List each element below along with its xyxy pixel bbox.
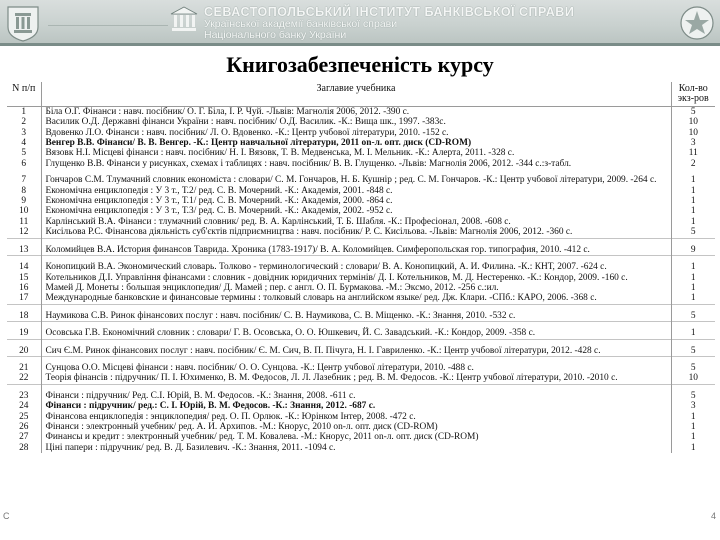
table-row [7,322,715,339]
row-number: 13 [7,238,41,255]
book-reference: Осовська Г.В. Економічний словник : словари/ Г. В. Осовська, О. О. Юшкевич, Й. С. Завадський. -К.: Кондор, 2009. -358 с. [41,322,671,339]
copies-count: 3 [690,138,696,149]
copies-count: 1 [690,185,696,196]
book-reference: Финансы и кредит : электронный учебник/ ред. Т. М. Ковалева. -М.: Кнорус, 2011 on-л. опт. диск (CD-ROM) [41,432,671,442]
table-row [7,432,715,442]
institute-subtitle-2: Національного банку України [204,29,347,41]
row-number: 2 [7,117,41,127]
table-row [7,443,715,453]
table-row [7,422,715,432]
row-number: 7 [7,169,41,185]
book-reference: Економічна енциклопедія : У 3 т., Т.1/ ред. С. В. Мочерний. -К.: Академія, 2000. -864 с. [41,196,671,206]
table-row [7,293,715,304]
copies-count: 1 [690,216,696,227]
book-reference: Сич Є.М. Ринок фінансових послуг : навч. посібник/ Є. М. Сич, В. П. Пічуга, Н. І. Гавриленко. -К.: Центр учбової літератури, 2012. -428 с. [41,339,671,356]
row-number: 27 [7,432,41,442]
table-row [7,186,715,196]
book-reference: Теорія фінансів : підручник/ П. І. Юхименко, В. М. Федосов, Л. Л. Лазебник ; ред. В. М. Федосов. -К.: Центр учбової літератури, 2010. -2010 с. [41,373,671,384]
book-reference: Наумикова С.В. Ринок фінансових послуг : навч. посібник/ С. В. Наумикова, С. В. Міщенко. -К.: Знання, 2010. -532 с. [41,304,671,321]
row-number: 6 [7,159,41,169]
col-header-count: Кол-во экз-ров [671,82,715,106]
row-number: 15 [7,273,41,283]
copies-count: 5 [671,339,715,356]
row-number: 28 [7,443,41,453]
row-number: 24 [7,401,41,411]
book-reference: Гончаров С.М. Тлумачний словник економіста : словари/ С. М. Гончаров, Н. Б. Кушнір ; ред. С. М. Гончаров. -К.: Центр учбової літератури, 2009. -264 с. [41,169,671,185]
book-reference: Фінансова енциклопедія : энциклопедия/ ред. О. П. Орлюк. -К.: Юрінком Інтер, 2008. -472 с. [41,412,671,422]
table-row [7,304,715,321]
institute-building-icon [170,6,198,32]
book-reference: Коломийцев В.А. История финансов Таврида. Хроника (1783-1917)/ В. А. Коломийцев. Симферопольская гор. типография, 2010. -412 с. [41,238,671,255]
copies-count: 2 [690,158,696,169]
book-reference: Карлінський В.А. Фінанси : тлумачний словник/ ред. В. А. Карлінський, Т. Б. Шабля. -К.: Професіонал, 2008. -608 с. [41,217,671,227]
table-row [7,169,715,185]
row-number: 18 [7,304,41,321]
table-row [7,227,715,238]
book-reference: Котельников Д.І. Управління фінансами : словник - довідник юридичних термінів/ Д. І. Котельников, М. Д. Нестеренко. -К.: Кондор, 2009. -160 с. [41,273,671,283]
table-row [7,412,715,422]
table-header-row [7,82,715,106]
copies-count: 1 [690,411,696,422]
row-number: 1 [7,106,41,117]
book-reference: Фінанси : підручник/ ред.: С. І. Юрій, В. М. Федосов. -К.: Знання, 2012. -687 с. [41,401,671,411]
book-reference: Венгер В.В. Фінанси/ В. В. Венгер. -К.: Центр навчальної літератури, 2011 on-л. опт. диск (CD-ROM) [41,138,671,148]
row-number: 4 [7,138,41,148]
footer-left-mark: С [3,511,10,521]
copies-count: 9 [671,238,715,255]
copies-count: 1 [671,256,715,273]
row-number: 22 [7,373,41,384]
row-number: 26 [7,422,41,432]
table-row [7,138,715,148]
book-reference: Економічна енциклопедія : У 3 т., Т.2/ ред. С. В. Мочерний. -К.: Академія, 2001. -848 с. [41,186,671,196]
table-row [7,106,715,117]
copies-count: 1 [690,175,696,186]
book-reference: Вдовенко Л.О. Фінанси : навч. посібник/ Л. О. Вдовенко. -К.: Центр учбової літератури, 2010. -152 с. [41,128,671,138]
table-row [7,128,715,138]
table-row [7,283,715,293]
book-reference: Ціні папери : підручник/ ред. В. Д. Базилевич. -К.: Знання, 2011. -1094 с. [41,443,671,453]
copies-count: 5 [671,384,715,401]
institute-emblem-left-icon [4,3,42,43]
col-header-number: N п/п [7,82,41,106]
row-number: 5 [7,148,41,158]
table-body [7,106,715,453]
book-reference: Біла О.Г. Фінанси : навч. посібник/ О. Г. Біла, І. Р. Чуй. -Львів: Магнолія 2006, 2012. -390 с. [41,106,671,117]
row-number: 19 [7,322,41,339]
institute-header [0,0,720,46]
copies-count: 5 [671,304,715,321]
row-number: 14 [7,256,41,273]
table-row [7,159,715,169]
copies-count: 5 [690,227,696,238]
copies-count: 10 [688,117,698,128]
copies-count: 1 [690,432,696,443]
book-reference: Конопицкий В.А. Экономический словарь. Толково - терминологический : словари/ В. А. Конопицкий, А. И. Филина. -К.: КНТ, 2007. -624 с. [41,256,671,273]
table-row [7,256,715,273]
table-row [7,356,715,373]
header-divider [48,25,168,26]
row-number: 11 [7,217,41,227]
table-row [7,401,715,411]
book-reference: Международные банковские и финансовые термины : толковый словарь на английском языке/ ред. Дж. Клари. -СПб.: КАРО, 2006. -368 с. [41,293,671,304]
book-reference: Економічна енциклопедія : У 3 т., Т.3/ ред. С. В. Мочерний. -К.: Академія, 2002. -952 с. [41,206,671,216]
books-table [7,82,715,453]
table-row [7,196,715,206]
book-reference: Мамей Д. Монеты : большая энциклопедия/ Д. Мамей ; пер. с англ. О. П. Бурмакова. -М.: Эксмо, 2012. -256 с.:ил. [41,283,671,293]
book-reference: Фінанси : электронный учебник/ ред. А. И. Архипов. -М.: Кнорус, 2010 on-л. опт. диск (CD-ROM) [41,422,671,432]
table-row [7,238,715,255]
institute-subtitle-1: Української академії банківської справи [204,18,398,30]
copies-count: 5 [671,356,715,373]
table-row [7,384,715,401]
book-reference: Сунцова О.О. Місцеві фінанси : навч. посібник/ О. О. Сунцова. -К.: Центр учбової літератури, 2010. -488 с. [41,356,671,373]
row-number: 8 [7,186,41,196]
institute-emblem-right-icon [678,3,716,43]
table-row [7,217,715,227]
row-number: 21 [7,356,41,373]
table-row [7,273,715,283]
table-row [7,148,715,158]
copies-count: 1 [690,421,696,432]
copies-count: 1 [671,322,715,339]
copies-count: 1 [690,206,696,217]
row-number: 20 [7,339,41,356]
table-row [7,373,715,384]
copies-count: 10 [688,373,698,384]
copies-count: 1 [690,272,696,283]
page-title: Книгозабезпеченість курсу [226,52,494,77]
copies-count: 1 [690,442,696,453]
book-reference: Вязовк Н.І. Місцеві фінанси : навч. посібник/ Н. І. Вязовк, Т. В. Медвенська, М. І. Мельник. -К.: Алерта, 2011. -328 с. [41,148,671,158]
institute-name: СЕВАСТОПОЛЬСЬКИЙ ІНСТИТУТ БАНКІВСЬКОЇ СПРАВИ [204,5,575,19]
row-number: 17 [7,293,41,304]
copies-count: 5 [690,106,696,117]
book-reference: Фінанси : підручник/ Ред. С.І. Юрій, В. М. Федосов. -К.: Знання, 2008. -611 с. [41,384,671,401]
copies-count: 3 [690,401,696,412]
header-stripe [0,43,720,46]
copies-count: 1 [690,282,696,293]
book-reference: Глущенко В.В. Фінанси у рисунках, схемах і таблицях : навч. посібник/ В. В. Глущенко. -Львів: Магнолія 2006, 2012. -344 с.:з-табл. [41,159,671,169]
table-row [7,339,715,356]
copies-count: 1 [690,293,696,304]
book-reference: Кисільова Р.С. Фінансова діяльність суб'єктів підприємництва : навч. посібник/ Р. С. Кисільова. -Львів: Магнолія 2006, 2012. -360 с. [41,227,671,238]
row-number: 12 [7,227,41,238]
table-row [7,206,715,216]
row-number: 23 [7,384,41,401]
copies-count: 10 [688,127,698,138]
book-reference: Василик О.Д. Державні фінанси України : навч. посібник/ О.Д. Василик. -К.: Вища шк., 1997. -383с. [41,117,671,127]
footer-page-number: 4 [710,511,716,521]
row-number: 16 [7,283,41,293]
copies-count: 1 [690,196,696,207]
row-number: 9 [7,196,41,206]
copies-count: 11 [688,148,698,159]
row-number: 10 [7,206,41,216]
row-number: 3 [7,128,41,138]
row-number: 25 [7,412,41,422]
table-row [7,117,715,127]
col-header-title: Заглавие учебника [41,82,671,106]
